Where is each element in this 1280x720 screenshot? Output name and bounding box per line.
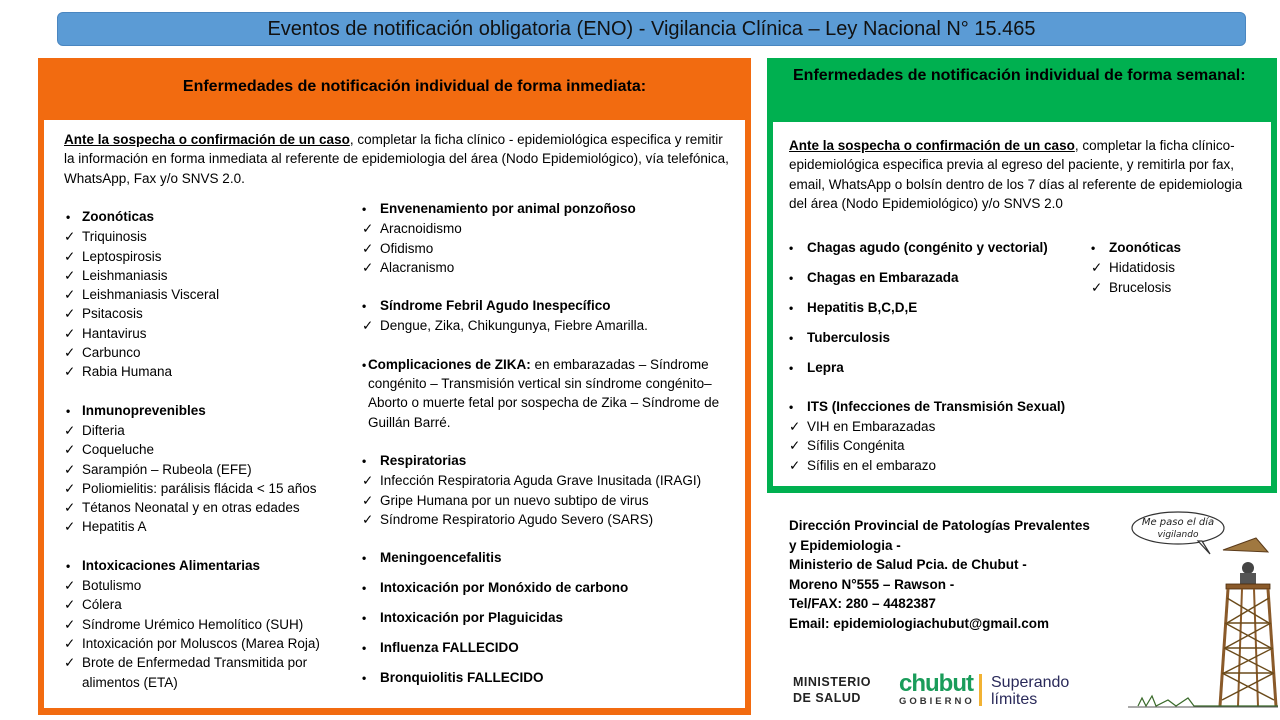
- checkmark-icon: ✓: [64, 248, 76, 264]
- weekly-left-column: [789, 238, 1089, 475]
- section-title-text: Zoonóticas: [82, 209, 155, 224]
- list-item-text: Botulismo: [82, 578, 142, 594]
- list-item: [64, 615, 364, 634]
- checkmark-icon: ✓: [64, 325, 76, 341]
- list-item-text: Leishmaniasis Visceral: [82, 287, 220, 303]
- list-item: [362, 258, 740, 277]
- section-title: [362, 296, 740, 316]
- checkmark-icon: ✓: [64, 616, 76, 632]
- checkmark-icon: ✓: [362, 240, 374, 256]
- list-item-text: Leishmaniasis: [82, 267, 168, 283]
- immediate-content: [44, 120, 745, 708]
- section-right-2: [362, 355, 740, 432]
- list-item: [64, 362, 364, 381]
- list-item-text: Psitacosis: [82, 306, 143, 322]
- weekly-content: [773, 122, 1271, 486]
- list-item-text: Infección Respiratoria Aguda Grave Inusitada (IRAGI): [380, 473, 702, 489]
- section-its: [789, 397, 1089, 475]
- list-item-text: Coqueluche: [82, 442, 155, 458]
- list-item: [789, 436, 1089, 455]
- checkmark-icon: ✓: [64, 364, 76, 380]
- list-item-text: VIH en Embarazadas: [807, 419, 936, 435]
- section-title-text: Intoxicaciones Alimentarias: [82, 557, 261, 573]
- section-title-text: Síndrome Febril Agudo Inespecífico: [380, 298, 611, 314]
- list-item: [64, 343, 364, 362]
- superando-line-2: límites: [991, 691, 1038, 708]
- bullet-icon: •: [789, 270, 794, 285]
- list-item-text: Difteria: [82, 422, 125, 438]
- single-event-text: Intoxicación por Plaguicidas: [380, 609, 564, 625]
- gobierno-wordmark: GOBIERNO: [899, 696, 975, 707]
- weekly-event-text: Tuberculosis: [807, 329, 891, 345]
- weekly-event-text: Hepatitis B,C,D,E: [807, 299, 918, 315]
- section-title: [1091, 238, 1261, 258]
- checkmark-icon: ✓: [1091, 260, 1103, 276]
- ministerio-line-1: MINISTERIO: [793, 675, 871, 689]
- list-item-text: Sífilis Congénita: [807, 438, 905, 454]
- weekly-event-text: Chagas en Embarazada: [807, 269, 959, 285]
- list-item: [362, 219, 740, 238]
- logos: [793, 672, 1093, 712]
- list-item: [64, 576, 364, 595]
- list-item-text: Tétanos Neonatal y en otras edades: [82, 500, 300, 516]
- list-item: [64, 227, 364, 246]
- weekly-heading: Enfermedades de notificación individual de forma semanal:: [793, 67, 1246, 84]
- section-right-1: [362, 296, 740, 336]
- list-item-text: Aracnoidismo: [380, 221, 462, 237]
- checkmark-icon: ✓: [64, 306, 76, 322]
- list-item-text: Cólera: [82, 597, 122, 613]
- single-event-text: Influenza FALLECIDO: [380, 639, 519, 655]
- checkmark-icon: ✓: [64, 287, 76, 303]
- checkmark-icon: ✓: [789, 457, 801, 473]
- list-item: [362, 316, 740, 335]
- section-intoxicaciones-alimentarias: [64, 556, 364, 692]
- section-title-text: Respiratorias: [380, 452, 467, 468]
- list-item: [64, 653, 364, 692]
- list-item: [789, 456, 1089, 475]
- immediate-heading: Enfermedades de notificación individual de forma inmediata:: [182, 78, 647, 95]
- list-item-text: Hepatitis A: [82, 519, 147, 535]
- checkmark-icon: ✓: [64, 635, 76, 651]
- checkmark-icon: ✓: [64, 345, 76, 361]
- weekly-event: [789, 328, 1089, 348]
- weekly-intro: [789, 136, 1259, 213]
- section-right-3: [362, 451, 740, 529]
- list-item-text: Intoxicación por Moluscos (Marea Roja): [82, 635, 320, 651]
- list-item-text: Sífilis en el embarazo: [807, 457, 937, 473]
- single-event: [362, 578, 740, 598]
- checkmark-icon: ✓: [362, 492, 374, 508]
- bullet-icon: •: [362, 357, 367, 372]
- weekly-intro-rest: , completar la ficha clínico-epidemiológica especifica previa al egreso del paciente, y remitirla por fax, email, WhatsApp o bolsín dentro de los 7 días al referente de epidemiologia del área (Nodo Epidemiológico) y/o SNVS 2.0: [789, 138, 1243, 211]
- list-item-text: Hidatidosis: [1109, 260, 1176, 276]
- list-item: [64, 324, 364, 343]
- checkmark-icon: ✓: [362, 511, 374, 527]
- list-item-text: Hantavirus: [82, 325, 147, 341]
- bullet-icon: •: [789, 241, 794, 255]
- section-desc: en embarazadas – Síndrome congénito – Transmisión vertical sin síndrome congénito– Aborto o muerte fetal por sospecha de Zika – Síndrome de Guillán Barré.: [367, 356, 720, 430]
- checkmark-icon: ✓: [64, 267, 76, 283]
- list-item: [64, 266, 364, 285]
- bullet-icon: •: [362, 551, 367, 566]
- section-title-text: Zoonóticas: [1109, 240, 1182, 255]
- checkmark-icon: ✓: [789, 419, 801, 435]
- bullet-icon: •: [362, 453, 367, 468]
- weekly-event-text: Chagas agudo (congénito y vectorial): [807, 240, 1048, 255]
- bullet-icon: •: [789, 360, 794, 375]
- checkmark-icon: ✓: [64, 442, 76, 458]
- section-zoon-ticas: [64, 207, 364, 382]
- checkmark-icon: ✓: [1091, 279, 1103, 295]
- weekly-right-column: [1091, 238, 1261, 297]
- bullet-icon: •: [789, 330, 794, 345]
- section-title: [362, 199, 740, 219]
- weekly-panel: [767, 58, 1277, 493]
- section-text: [368, 355, 740, 432]
- checkmark-icon: ✓: [64, 422, 76, 438]
- list-item-text: Síndrome Urémico Hemolítico (SUH): [82, 616, 304, 632]
- bullet-icon: •: [362, 299, 367, 314]
- page-title: Eventos de notificación obligatoria (ENO) - Vigilancia Clínica – Ley Nacional N° 15.465: [57, 12, 1246, 46]
- contact-line: Email: epidemiologiachubut@gmail.com: [789, 615, 1049, 631]
- contact-line: Moreno N°555 – Rawson -: [789, 576, 955, 592]
- section-title-text: Inmunoprevenibles: [82, 402, 206, 418]
- list-item: [1091, 258, 1261, 277]
- chubut-wordmark: chubut: [899, 670, 973, 697]
- weekly-event: [789, 298, 1089, 318]
- list-item-text: Gripe Humana por un nuevo subtipo de virus: [380, 492, 649, 508]
- weekly-event: [789, 268, 1089, 288]
- list-item: [1091, 278, 1261, 297]
- contact-line: Dirección Provincial de Patologías Prevalentes: [789, 518, 1090, 533]
- single-event-text: Intoxicación por Monóxido de carbono: [380, 580, 629, 596]
- single-event: [362, 638, 740, 658]
- list-item: [362, 510, 740, 529]
- section-title: [64, 207, 364, 227]
- bullet-icon: •: [362, 610, 367, 625]
- list-item: [64, 440, 364, 459]
- bullet-icon: •: [66, 403, 71, 418]
- checkmark-icon: ✓: [64, 480, 76, 496]
- bullet-icon: •: [362, 202, 367, 216]
- checkmark-icon: ✓: [64, 519, 76, 535]
- weekly-event: [789, 358, 1089, 378]
- contact-line: Ministerio de Salud Pcia. de Chubut -: [789, 557, 1027, 572]
- checkmark-icon: ✓: [789, 438, 801, 454]
- weekly-event: [789, 238, 1089, 258]
- section-title-text: ITS (Infecciones de Transmisión Sexual): [807, 398, 1066, 414]
- section-inmunoprevenibles: [64, 401, 364, 537]
- section-title-text: Envenenamiento por animal ponzoñoso: [380, 201, 636, 216]
- list-item-text: Rabia Humana: [82, 364, 173, 380]
- checkmark-icon: ✓: [64, 500, 76, 516]
- checkmark-icon: ✓: [362, 221, 374, 237]
- list-item-text: Sarampión – Rubeola (EFE): [82, 461, 252, 477]
- list-item-text: Ofidismo: [380, 240, 434, 256]
- ministerio-salud-logo: [793, 674, 871, 706]
- list-item: [64, 304, 364, 323]
- checkmark-icon: ✓: [362, 259, 374, 275]
- immediate-left-column: [64, 207, 364, 711]
- list-item-text: Carbunco: [82, 345, 141, 361]
- list-item: [64, 517, 364, 536]
- list-item: [64, 479, 364, 498]
- list-item: [362, 471, 740, 490]
- immediate-panel: [38, 58, 751, 715]
- list-item-text: Brote de Enfermedad Transmitida por alimentos (ETA): [82, 655, 308, 690]
- weekly-intro-bold: Ante la sospecha o confirmación de un caso: [789, 138, 1075, 153]
- logo-separator: [979, 674, 982, 706]
- section-right-0: [362, 199, 740, 277]
- section-title: [64, 556, 364, 576]
- list-item-text: Síndrome Respiratorio Agudo Severo (SARS): [380, 511, 654, 527]
- section-title-text: Complicaciones de ZIKA:: [367, 356, 531, 372]
- list-item: [362, 239, 740, 258]
- speech-line-2: vigilando: [1157, 530, 1199, 540]
- single-event-text: Bronquiolitis FALLECIDO: [380, 669, 544, 685]
- bullet-icon: •: [66, 210, 71, 224]
- single-event-text: Meningoencefalitis: [380, 550, 502, 566]
- checkmark-icon: ✓: [64, 597, 76, 613]
- checkmark-icon: ✓: [64, 461, 76, 477]
- section-title: [362, 355, 740, 432]
- section-title: [789, 397, 1089, 417]
- immediate-intro-bold: Ante la sospecha o confirmación de un caso: [64, 132, 350, 147]
- bullet-icon: •: [789, 399, 794, 414]
- list-item-text: Alacranismo: [380, 259, 455, 275]
- list-item-text: Brucelosis: [1109, 279, 1172, 295]
- list-item-text: Triquinosis: [82, 229, 147, 245]
- list-item: [362, 491, 740, 510]
- checkmark-icon: ✓: [362, 473, 374, 489]
- contact-line: y Epidemiologia -: [789, 537, 901, 553]
- list-item-text: Dengue, Zika, Chikungunya, Fiebre Amarilla.: [380, 318, 648, 334]
- bullet-icon: •: [66, 558, 71, 573]
- list-item: [64, 595, 364, 614]
- bullet-icon: •: [362, 640, 367, 655]
- list-item: [64, 421, 364, 440]
- watchtower-cartoon-icon: [1128, 508, 1278, 713]
- list-item: [64, 634, 364, 653]
- weekly-event-text: Lepra: [807, 359, 844, 375]
- bullet-icon: •: [789, 300, 794, 315]
- chubut-gobierno-logo: [899, 672, 975, 708]
- ministerio-line-2: DE SALUD: [793, 691, 861, 705]
- bullet-icon: •: [1091, 241, 1096, 255]
- single-event: [362, 608, 740, 628]
- immediate-intro-rest: , completar la ficha clínico - epidemiológica especifica y remitir la información en forma inmediata al referente de epidemiologia del área (Nodo Epidemiológico), vía telefónica, WhatsApp, Fax y/o SNVS 2.0.: [64, 132, 729, 186]
- checkmark-icon: ✓: [64, 229, 76, 245]
- superando-limites-logo: [991, 674, 1069, 708]
- bullet-icon: •: [362, 670, 367, 685]
- contact-info: [789, 516, 1109, 633]
- list-item: [64, 460, 364, 479]
- checkmark-icon: ✓: [64, 655, 76, 671]
- checkmark-icon: ✓: [362, 318, 374, 334]
- list-item-text: Poliomielitis: parálisis flácida < 15 años: [82, 480, 317, 496]
- bullet-icon: •: [362, 581, 367, 596]
- section-title: [64, 401, 364, 421]
- superando-line-1: Superando: [991, 674, 1070, 691]
- section-title: [362, 451, 740, 471]
- single-event: [362, 548, 740, 568]
- immediate-intro: [64, 130, 736, 188]
- speech-line-1: Me paso el día: [1141, 517, 1215, 528]
- list-item: [789, 417, 1089, 436]
- immediate-right-column: [362, 199, 740, 698]
- list-item: [64, 285, 364, 304]
- list-item: [64, 247, 364, 266]
- list-item: [64, 498, 364, 517]
- list-item-text: Leptospirosis: [82, 248, 162, 264]
- contact-line: Tel/FAX: 280 – 4482387: [789, 596, 936, 611]
- single-event: [362, 668, 740, 688]
- checkmark-icon: ✓: [64, 578, 76, 594]
